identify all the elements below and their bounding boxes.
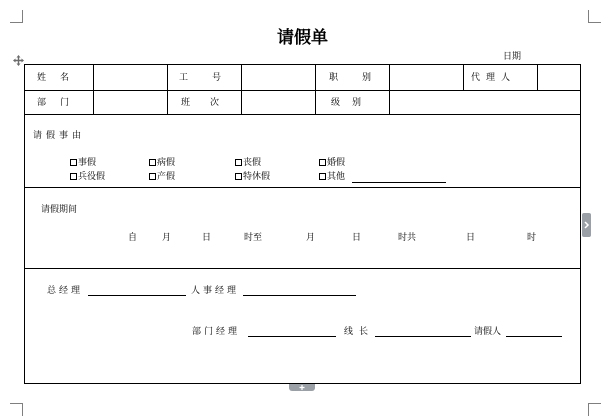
- hr-manager-label: 人事经理: [191, 286, 240, 296]
- applicant-line[interactable]: [506, 336, 562, 337]
- period-part: 自: [128, 233, 138, 243]
- date-label: 日期: [503, 52, 522, 62]
- col-divider: [167, 65, 168, 114]
- position-label: 职别: [329, 73, 396, 83]
- crop-mark-bottom-right: [588, 403, 601, 416]
- department-label: 部门: [37, 98, 84, 108]
- general-manager-label: 总经理: [47, 286, 84, 296]
- period-part: 日: [202, 233, 212, 243]
- shift-label: 班次: [181, 98, 240, 108]
- section-chief-label: 线长: [344, 327, 375, 337]
- grade-label: 级别: [331, 98, 374, 108]
- checkbox[interactable]: [149, 173, 156, 180]
- emp-no-label: 工号: [179, 73, 246, 83]
- reason-option[interactable]: 病假: [149, 158, 175, 168]
- checkbox[interactable]: [70, 159, 77, 166]
- reason-option[interactable]: 婚假: [319, 158, 345, 168]
- reason-option[interactable]: 特休假: [235, 172, 270, 182]
- col-divider: [315, 65, 316, 114]
- general-manager-line[interactable]: [88, 295, 186, 296]
- page-title: 请假单: [277, 28, 328, 48]
- period-part: 月: [306, 233, 316, 243]
- crop-mark-top-left: [10, 10, 23, 23]
- deputy-label: 代理人: [471, 73, 517, 83]
- reason-option[interactable]: 事假: [70, 158, 96, 168]
- dept-manager-line[interactable]: [248, 336, 336, 337]
- reason-option[interactable]: 其他: [319, 172, 345, 182]
- period-part: 月: [162, 233, 172, 243]
- col-divider: [93, 65, 94, 114]
- checkbox[interactable]: [235, 173, 242, 180]
- reason-label: 请假事由: [33, 131, 86, 141]
- reason-option[interactable]: 丧假: [235, 158, 261, 168]
- period-part: 时共: [398, 233, 417, 243]
- move-handle-icon[interactable]: [13, 55, 24, 66]
- checkbox[interactable]: [319, 173, 326, 180]
- reason-option[interactable]: 兵役假: [70, 172, 105, 182]
- period-part: 时: [527, 233, 537, 243]
- crop-mark-top-right: [588, 10, 601, 23]
- dept-manager-label: 部门经理: [192, 327, 241, 337]
- reason-option[interactable]: 产假: [149, 172, 175, 182]
- checkbox[interactable]: [319, 159, 326, 166]
- right-arrow-handle-icon[interactable]: [582, 213, 591, 237]
- checkbox[interactable]: [149, 159, 156, 166]
- row-divider: [25, 187, 580, 188]
- crop-mark-bottom-left: [10, 403, 23, 416]
- col-divider: [537, 65, 538, 90]
- leave-form-table: [24, 64, 581, 384]
- hr-manager-line[interactable]: [243, 295, 356, 296]
- period-label: 请假期间: [41, 205, 78, 215]
- applicant-label: 请假人: [474, 327, 502, 337]
- period-part: 时至: [244, 233, 263, 243]
- row-divider: [25, 90, 580, 91]
- checkbox[interactable]: [70, 173, 77, 180]
- add-row-handle-icon[interactable]: [289, 384, 315, 391]
- section-chief-line[interactable]: [375, 336, 471, 337]
- col-divider: [463, 65, 464, 90]
- name-label: 姓名: [37, 73, 84, 83]
- row-divider: [25, 114, 580, 115]
- checkbox[interactable]: [235, 159, 242, 166]
- period-part: 日: [466, 233, 476, 243]
- row-divider: [25, 268, 580, 269]
- period-part: 日: [352, 233, 362, 243]
- other-reason-line[interactable]: [352, 182, 446, 183]
